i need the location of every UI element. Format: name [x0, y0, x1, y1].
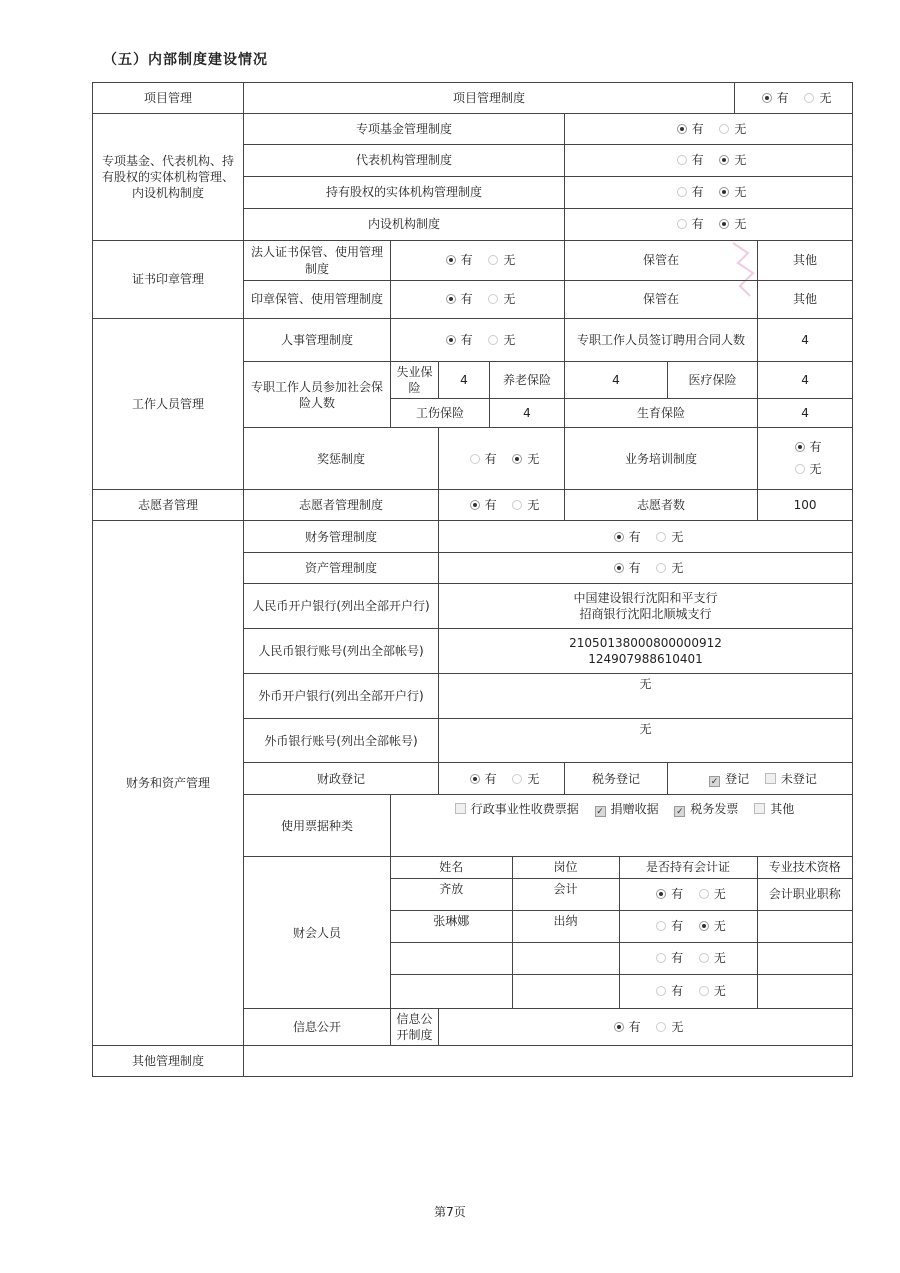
training-radio[interactable]: 有 无 [758, 428, 853, 490]
radio-empty-icon[interactable] [656, 986, 666, 996]
cert-row2-keep-value: 其他 [758, 281, 853, 319]
cert-row1-radio[interactable]: 有 无 [391, 241, 565, 281]
checkbox-empty-icon[interactable] [754, 803, 765, 814]
receipt-checks[interactable]: 行政事业性收费票据 ✓ 捐赠收据 ✓ 税务发票 其他 [391, 795, 853, 857]
fx-bank-value: 无 [439, 674, 853, 719]
volunteer-count-label: 志愿者数 [565, 490, 758, 521]
fiscal-reg-radio[interactable]: 有 无 [439, 763, 565, 795]
unemployment-value: 4 [439, 362, 490, 399]
project-system-label: 项目管理制度 [244, 83, 735, 114]
acct-qual [757, 910, 852, 942]
radio-checked-icon[interactable] [699, 921, 709, 931]
radio-checked-icon[interactable] [446, 255, 456, 265]
special-label: 专项基金、代表机构、持有股权的实体机构管理、内设机构制度 [93, 114, 244, 241]
radio-checked-icon[interactable] [512, 454, 522, 464]
fin-system-radio[interactable]: 有 无 [439, 521, 853, 553]
checkbox-empty-icon[interactable] [455, 803, 466, 814]
hr-system-label: 人事管理制度 [244, 319, 391, 362]
special-item-2: 代表机构管理制度 [244, 145, 565, 177]
insurance-label: 专职工作人员参加社会保险人数 [244, 362, 391, 428]
radio-empty-icon[interactable] [656, 1022, 666, 1032]
pension-label: 养老保险 [490, 362, 565, 399]
page-number: 第7页 [434, 1205, 466, 1219]
acct-qual [757, 974, 852, 1008]
info-label: 信息公开 [244, 1009, 391, 1046]
radio-checked-icon[interactable] [446, 335, 456, 345]
unemployment-label: 失业保险 [391, 362, 439, 399]
fx-bank-label: 外币开户银行(列出全部开户行) [244, 674, 439, 719]
injury-label: 工伤保险 [391, 399, 490, 428]
asset-system-radio[interactable]: 有 无 [439, 553, 853, 584]
other-value [244, 1046, 853, 1077]
reward-radio[interactable]: 有 无 [439, 428, 565, 490]
radio-empty-icon[interactable] [656, 953, 666, 963]
acct-cert-radio[interactable]: 有 无 [619, 974, 757, 1008]
radio-empty-icon[interactable] [795, 464, 805, 474]
rmb-bank-2: 招商银行沈阳北顺城支行 [579, 607, 712, 622]
page-title: （五）内部制度建设情况 [103, 52, 268, 68]
tax-reg-checks[interactable]: ✓ 登记 未登记 [668, 763, 853, 795]
radio-empty-icon[interactable] [656, 532, 666, 542]
radio-checked-icon[interactable] [614, 1022, 624, 1032]
acct-header-cert: 是否持有会计证 [619, 857, 757, 878]
radio-empty-icon[interactable] [488, 294, 498, 304]
radio-empty-icon[interactable] [699, 986, 709, 996]
volunteer-system-label: 志愿者管理制度 [244, 490, 439, 521]
special-item-1: 专项基金管理制度 [244, 114, 565, 145]
receipt-label: 使用票据种类 [244, 795, 391, 857]
medical-label: 医疗保险 [668, 362, 758, 399]
rmb-acct-1: 21050138000800000912 [569, 636, 722, 651]
internal-system-table [92, 82, 853, 1077]
injury-value: 4 [490, 399, 565, 428]
special-radio-2[interactable]: 有 无 [565, 145, 853, 177]
rmb-acct-2: 124907988610401 [588, 652, 703, 667]
cert-row2-radio[interactable]: 有 无 [391, 281, 565, 319]
radio-empty-icon[interactable] [719, 124, 729, 134]
acct-name [391, 942, 512, 974]
rmb-acct-label: 人民币银行账号(列出全部帐号) [244, 629, 439, 674]
hr-system-radio[interactable]: 有 无 [391, 319, 565, 362]
accountant-label: 财会人员 [244, 857, 391, 1009]
cert-row2-keep-label: 保管在 [565, 281, 758, 319]
special-radio-3[interactable]: 有 无 [565, 177, 853, 209]
radio-checked-icon[interactable] [614, 563, 624, 573]
info-radio[interactable]: 有 无 [439, 1009, 853, 1046]
finance-label: 财务和资产管理 [93, 521, 244, 1046]
special-item-3: 持有股权的实体机构管理制度 [244, 177, 565, 209]
radio-checked-icon[interactable] [614, 532, 624, 542]
checkbox-checked-icon[interactable]: ✓ [596, 807, 604, 818]
volunteer-count: 100 [758, 490, 853, 521]
fx-acct-label: 外币银行账号(列出全部帐号) [244, 719, 439, 763]
info-system-label: 信息公开制度 [391, 1009, 439, 1046]
training-label: 业务培训制度 [565, 428, 758, 490]
cert-label: 证书印章管理 [93, 241, 244, 319]
radio-empty-icon[interactable] [699, 953, 709, 963]
special-item-4: 内设机构制度 [244, 209, 565, 241]
checkbox-empty-icon[interactable] [765, 773, 776, 784]
radio-checked-icon[interactable] [762, 93, 772, 103]
radio-checked-icon[interactable] [719, 187, 729, 197]
rmb-bank-1: 中国建设银行沈阳和平支行 [573, 591, 718, 606]
radio-empty-icon[interactable] [677, 187, 687, 197]
staff-label: 工作人员管理 [93, 319, 244, 490]
pension-value: 4 [565, 362, 668, 399]
radio-empty-icon[interactable] [804, 93, 814, 103]
project-radio-group[interactable]: 有 无 [735, 83, 853, 114]
volunteer-radio[interactable]: 有 无 [439, 490, 565, 521]
acct-qual: 会计职业职称 [757, 878, 852, 910]
project-label: 项目管理 [93, 83, 244, 114]
radio-empty-icon[interactable] [699, 889, 709, 899]
rmb-bank-label: 人民币开户银行(列出全部开户行) [244, 584, 439, 629]
radio-checked-icon[interactable] [719, 219, 729, 229]
acct-post [512, 942, 619, 974]
fiscal-reg-label: 财政登记 [244, 763, 439, 795]
radio-empty-icon[interactable] [488, 335, 498, 345]
acct-qual [757, 942, 852, 974]
radio-checked-icon[interactable] [719, 155, 729, 165]
acct-name [391, 974, 512, 1008]
radio-checked-icon[interactable] [656, 889, 666, 899]
cert-row1-keep-value: 其他 [758, 241, 853, 281]
maternity-label: 生育保险 [565, 399, 758, 428]
radio-checked-icon[interactable] [795, 442, 805, 452]
radio-checked-icon[interactable] [470, 774, 480, 784]
acct-cert-radio[interactable]: 有 无 [619, 942, 757, 974]
cert-row1-label: 法人证书保管、使用管理制度 [244, 241, 391, 281]
radio-empty-icon[interactable] [677, 219, 687, 229]
accountant-table [391, 857, 852, 1008]
special-radio-1[interactable]: 有 无 [565, 114, 853, 145]
contract-count: 4 [758, 319, 853, 362]
radio-checked-icon[interactable] [470, 500, 480, 510]
acct-header-qual: 专业技术资格 [757, 857, 852, 878]
radio-checked-icon[interactable] [677, 124, 687, 134]
radio-empty-icon[interactable] [512, 774, 522, 784]
cert-row1-keep-label: 保管在 [565, 241, 758, 281]
acct-header-name: 姓名 [391, 857, 512, 878]
reward-label: 奖惩制度 [244, 428, 439, 490]
radio-empty-icon[interactable] [512, 500, 522, 510]
maternity-value: 4 [758, 399, 853, 428]
contract-label: 专职工作人员签订聘用合同人数 [565, 319, 758, 362]
other-label: 其他管理制度 [93, 1046, 244, 1077]
fx-acct-value: 无 [439, 719, 853, 763]
accountant-cell [391, 857, 853, 1009]
acct-post: 会计 [512, 878, 619, 910]
acct-name: 齐放 [391, 878, 512, 910]
tax-reg-label: 税务登记 [565, 763, 668, 795]
acct-cert-radio[interactable]: 有 无 [619, 878, 757, 910]
rmb-bank-value [439, 584, 853, 629]
asset-system-label: 资产管理制度 [244, 553, 439, 584]
radio-checked-icon[interactable] [446, 294, 456, 304]
radio-empty-icon[interactable] [488, 255, 498, 265]
acct-post [512, 974, 619, 1008]
medical-value: 4 [758, 362, 853, 399]
radio-empty-icon[interactable] [656, 921, 666, 931]
acct-cert-radio[interactable]: 有 无 [619, 910, 757, 942]
fin-system-label: 财务管理制度 [244, 521, 439, 553]
checkbox-checked-icon[interactable]: ✓ [710, 776, 719, 787]
radio-empty-icon[interactable] [656, 563, 666, 573]
radio-empty-icon[interactable] [677, 155, 687, 165]
acct-name: 张琳娜 [391, 910, 512, 942]
radio-empty-icon[interactable] [470, 454, 480, 464]
checkbox-checked-icon[interactable]: ✓ [676, 807, 684, 818]
cert-row2-label: 印章保管、使用管理制度 [244, 281, 391, 319]
acct-header-post: 岗位 [512, 857, 619, 878]
rmb-acct-value [439, 629, 853, 674]
volunteer-label: 志愿者管理 [93, 490, 244, 521]
acct-post: 出纳 [512, 910, 619, 942]
special-radio-4[interactable]: 有 无 [565, 209, 853, 241]
